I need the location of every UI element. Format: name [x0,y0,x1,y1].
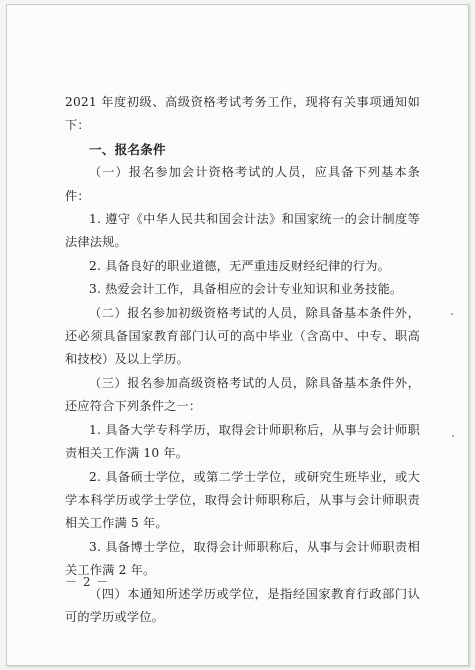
senior-condition-3: 3. 具备博士学位，取得会计师职称后，从事与会计师职责相关工作满 2 年。 [65,539,420,578]
document-body [65,91,420,629]
scan-speck [451,313,453,315]
document-page [6,4,469,666]
intro-paragraph: 2021 年度初级、高级资格考试考务工作，现将有关事项通知如下： [65,95,420,133]
page-number: － 2 － [65,575,110,589]
basic-condition-2: 2. 具备良好的职业道德，无严重违反财经纪律的行为。 [89,258,391,273]
basic-condition-3: 3. 热爱会计工作，具备相应的会计专业知识和业务技能。 [89,282,403,297]
senior-condition-1: 1. 具备大学专科学历，取得会计师职称后，从事与会计师职责相关工作满 10 年。 [65,422,420,461]
scan-speck [452,435,454,437]
senior-condition-2: 2. 具备硕士学位，或第二学士学位，或研究生班毕业，或大学本科学历或学士学位，取得会计师职称后，从事与会计师职责相关工作满 5 年。 [65,469,420,531]
paragraph-senior-conditions: （三）报名参加高级资格考试的人员，除具备基本条件外，还应符合下列条件之一： [65,375,420,414]
paragraph-degree-definition: （四）本通知所述学历或学位，是指经国家教育行政部门认可的学历或学位。 [65,586,420,624]
basic-condition-1: 1. 遵守《中华人民共和国会计法》和国家统一的会计制度等法律法规。 [65,212,420,250]
paragraph-junior-conditions: （二）报名参加初级资格考试的人员，除具备基本条件外，还必须具备国家教育部门认可的高中毕业（含高中、中专、职高和技校）及以上学历。 [65,305,420,367]
paragraph-basic-conditions: （一）报名参加会计资格考试的人员，应具备下列基本条件： [65,165,420,203]
section-heading-registration: 一、报名条件 [89,141,166,157]
